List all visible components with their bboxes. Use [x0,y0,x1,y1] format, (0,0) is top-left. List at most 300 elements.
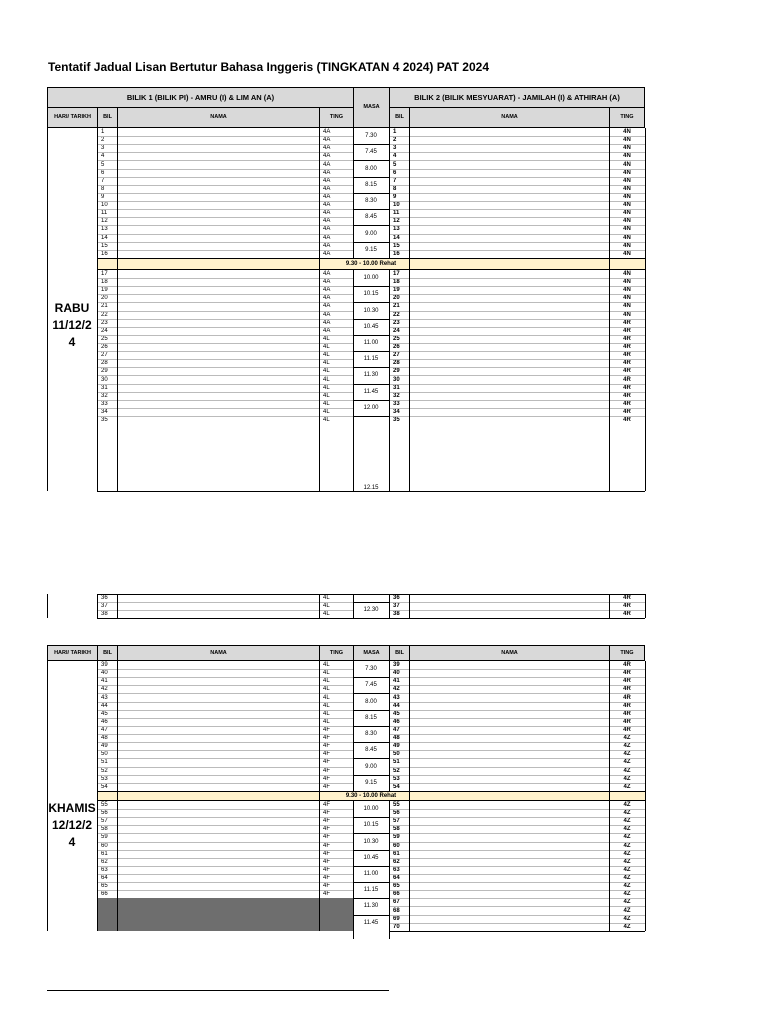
grid-line [389,294,645,295]
khamis-row-nama-field-r[interactable] [409,767,609,775]
khamis-row-nama-field-r[interactable] [409,801,609,809]
khamis-row-nama-field-r[interactable] [409,750,609,758]
time-slot: 8.30 [365,198,377,205]
khamis-row-nama-field[interactable] [117,669,319,677]
grid-line [389,335,645,336]
rabu-row-bil: 9 [101,194,105,200]
grid-line [389,842,645,843]
khamis-row-ting-r: 4Z [623,891,631,898]
khamis-row-nama-field[interactable] [117,693,319,701]
rabu-row-nama-field[interactable] [117,594,319,602]
rabu-row-nama-field-r[interactable] [409,286,609,294]
rabu-row-nama-field[interactable] [117,217,319,225]
rabu-row-nama-field-r[interactable] [409,144,609,152]
rabu-row-nama-field-r[interactable] [409,160,609,168]
grid-line [97,693,353,694]
khamis-row-ting-r: 4Z [623,899,631,906]
khamis-row-nama-field-r[interactable] [409,858,609,866]
khamis-row-nama-field[interactable] [117,677,319,685]
khamis-row-nama-field[interactable] [117,825,319,833]
rabu-row-nama-field[interactable] [117,286,319,294]
hari-header: HARI/ TARIKH [47,107,98,128]
rabu-row-nama-field[interactable] [117,392,319,400]
khamis-row-nama-field-r[interactable] [409,882,609,890]
rabu-row-nama-field-r[interactable] [409,209,609,217]
grid-line [97,311,353,312]
rabu-row-nama-field[interactable] [117,128,319,136]
rabu-row-nama-field[interactable] [117,343,319,351]
khamis-row-bil: 53 [101,775,108,782]
khamis-row-ting-r: 4Z [623,858,631,865]
rabu-row-bil: 30 [101,376,108,383]
khamis-row-nama-field-r[interactable] [409,775,609,783]
rabu-row-nama-field[interactable] [117,225,319,233]
grid-line [389,311,645,312]
khamis-row-bil-r: 59 [393,834,400,841]
rabu-row-ting: 4L [323,409,330,415]
khamis-row-ting-r: 4Z [623,775,631,782]
time-slot: 9.00 [365,230,377,237]
rabu-row-nama-field-r[interactable] [409,610,609,618]
khamis-row-ting-r: 4R [623,718,631,725]
rabu-row-nama-field-r[interactable] [409,169,609,177]
rabu-row-ting-r: 4N [623,270,631,277]
time-slot: 10.00 [363,806,379,813]
rabu-row-bil-r: 30 [393,376,400,383]
rabu-row-bil-r: 36 [393,595,400,602]
time-slot: 9.15 [365,246,377,253]
khamis-row-bil: 49 [101,743,108,750]
nama-header: NAMA [117,107,320,128]
khamis-row-bil-r: 52 [393,767,400,774]
rabu-row-ting: 4L [323,417,330,424]
khamis-row-nama-field-r[interactable] [409,702,609,710]
rabu-row-nama-field[interactable] [117,144,319,152]
khamis-row-bil: 64 [101,875,108,882]
rabu-row-nama-field[interactable] [117,311,319,319]
grid-line [97,602,353,603]
rabu-row-nama-field[interactable] [117,160,319,168]
rabu-row-nama-field-r[interactable] [409,359,609,367]
khamis-row-nama-field-r[interactable] [409,866,609,874]
time-slot: 11.15 [363,356,379,363]
rabu-row-ting: 4L [323,352,330,359]
day-name: KHAMIS [48,801,96,815]
grid-line [353,270,354,491]
grid-line [97,866,353,867]
grid-line [389,193,645,194]
ting-header-r: TING [609,107,645,128]
rabu-row-bil-r: 12 [393,218,400,225]
khamis-row-ting-r: 4Z [623,842,631,849]
rabu-row-nama-field-r[interactable] [409,408,609,416]
grid-line [389,850,645,851]
khamis-row-nama-field-r[interactable] [409,923,609,931]
rabu-row-nama-field[interactable] [117,327,319,335]
rabu-row-nama-field-r[interactable] [409,270,609,278]
grid-line [389,392,645,393]
rabu-row-ting: 4L [323,360,330,367]
rabu-row-nama-field-r[interactable] [409,185,609,193]
rabu-row-nama-field[interactable] [117,294,319,302]
khamis-row-nama-field[interactable] [117,767,319,775]
khamis-row-nama-field-r[interactable] [409,842,609,850]
khamis-row-nama-field-r[interactable] [409,809,609,817]
khamis-row-nama-field[interactable] [117,710,319,718]
grid-line [389,185,645,186]
grid-line [389,384,645,385]
rabu-row-ting-r: 4N [623,242,631,249]
khamis-row-nama-field[interactable] [117,890,319,898]
rabu-row-nama-field[interactable] [117,234,319,242]
rabu-row-nama-field-r[interactable] [409,177,609,185]
day-label [47,800,97,850]
rabu-row-nama-field-r[interactable] [409,302,609,310]
rabu-row-ting: 4A [323,129,331,136]
grid-line [389,906,645,907]
rabu-row-ting-r: 4N [623,218,631,225]
rabu-row-nama-field[interactable] [117,136,319,144]
rabu-row-nama-field-r[interactable] [409,602,609,610]
rabu-row-bil: 19 [101,287,108,294]
rabu-row-ting: 4L [323,603,330,610]
khamis-row-nama-field[interactable] [117,833,319,841]
khamis-row-nama-field[interactable] [117,734,319,742]
rabu-row-nama-field-r[interactable] [409,136,609,144]
rabu-row-nama-field-r[interactable] [409,392,609,400]
grid-line [97,169,353,170]
khamis-row-ting: 4F [323,775,331,782]
khamis-row-nama-field-r[interactable] [409,726,609,734]
grid-line [97,610,353,611]
khamis-row-bil-r: 46 [393,718,400,725]
rabu-row-nama-field[interactable] [117,416,319,424]
khamis-row-bil-r: 40 [393,670,400,677]
khamis-row-ting-r: 4R [623,702,631,709]
rabu-row-nama-field-r[interactable] [409,217,609,225]
rabu-row-nama-field[interactable] [117,250,319,258]
rabu-row-bil: 21 [101,303,108,310]
rabu-row-nama-field-r[interactable] [409,319,609,327]
grid-line [389,160,645,161]
rabu-row-nama-field[interactable] [117,610,319,618]
rabu-row-nama-field[interactable] [117,319,319,327]
khamis-row-ting: 4F [323,858,331,865]
khamis-row-bil: 59 [101,834,108,841]
rabu-row-nama-field[interactable] [117,602,319,610]
rest-row: 9.30 - 10.00 Rehat [97,258,645,270]
rabu-row-nama-field-r[interactable] [409,234,609,242]
rabu-row-nama-field-r[interactable] [409,594,609,602]
grid-line [97,128,98,491]
rabu-row-nama-field[interactable] [117,152,319,160]
khamis-row-nama-field-r[interactable] [409,677,609,685]
khamis-row-nama-field[interactable] [117,809,319,817]
rabu-row-nama-field-r[interactable] [409,375,609,383]
grid-line [389,359,645,360]
khamis-row-bil-r: 42 [393,686,400,693]
rabu-row-ting-r: 4R [623,327,631,334]
rabu-row-nama-field-r[interactable] [409,311,609,319]
rabu-row-nama-field[interactable] [117,359,319,367]
khamis-row-nama-field-r[interactable] [409,825,609,833]
khamis-row-nama-field-r[interactable] [409,710,609,718]
khamis-row-nama-field[interactable] [117,702,319,710]
rabu-row-nama-field[interactable] [117,302,319,310]
khamis-row-ting: 4F [323,735,331,742]
khamis-row-ting-r: 4R [623,678,631,685]
khamis-row-ting-r: 4R [623,670,631,677]
grid-line [97,850,353,851]
khamis-row-ting: 4F [323,751,331,758]
khamis-row-ting: 4F [323,767,331,774]
rabu-row-ting: 4A [323,161,331,168]
khamis-row-bil: 45 [101,710,108,717]
rabu-row-nama-field[interactable] [117,384,319,392]
day-name: RABU [54,301,90,315]
khamis-row-ting-r: 4Z [623,801,631,808]
khamis-row-bil: 60 [101,842,108,849]
rabu-row-ting-r: 4R [623,392,631,399]
rabu-row-bil-r: 22 [393,311,400,318]
khamis-row-bil: 55 [101,801,108,808]
rabu-row-bil: 10 [101,202,108,209]
grid-line [97,217,353,218]
khamis-row-bil: 63 [101,866,108,873]
rabu-row-nama-field-r[interactable] [409,201,609,209]
khamis-row-nama-field-r[interactable] [409,661,609,669]
khamis-row-nama-field-r[interactable] [409,915,609,923]
rabu-row-nama-field-r[interactable] [409,343,609,351]
rabu-row-nama-field-r[interactable] [409,351,609,359]
rabu-row-bil: 5 [101,161,105,168]
rabu-row-nama-field[interactable] [117,242,319,250]
khamis-row-nama-field[interactable] [117,850,319,858]
time-slot: 12.30 [363,607,379,614]
khamis-row-nama-field[interactable] [117,874,319,882]
rabu-row-nama-field-r[interactable] [409,225,609,233]
rabu-row-nama-field-r[interactable] [409,294,609,302]
khamis-row-nama-field[interactable] [117,858,319,866]
rabu-row-ting: 4A [323,303,331,310]
rabu-row-nama-field-r[interactable] [409,242,609,250]
grid-line [389,169,645,170]
khamis-row-ting: 4L [323,702,330,709]
khamis-row-nama-field[interactable] [117,742,319,750]
khamis-row-nama-field-r[interactable] [409,833,609,841]
grid-line [353,594,354,618]
grid-line [389,234,645,235]
rabu-row-nama-field-r[interactable] [409,384,609,392]
khamis-row-nama-field-r[interactable] [409,718,609,726]
khamis-row-nama-field-r[interactable] [409,783,609,791]
rabu-row-ting-r: 4R [623,376,631,383]
rabu-row-nama-field-r[interactable] [409,327,609,335]
khamis-row-bil: 58 [101,826,108,833]
grid-line [389,734,645,735]
rabu-row-nama-field-r[interactable] [409,400,609,408]
rabu-row-nama-field-r[interactable] [409,250,609,258]
khamis-row-bil: 41 [101,678,108,685]
blocked-cell [98,898,117,930]
rabu-row-nama-field-r[interactable] [409,128,609,136]
khamis-row-nama-field-r[interactable] [409,898,609,906]
khamis-row-bil-r: 63 [393,866,400,873]
rabu-row-bil: 35 [101,417,108,424]
time-slot: 7.45 [365,149,377,156]
rest-row: 9.30 - 10.00 Rehat [97,791,645,801]
rabu-row-nama-field[interactable] [117,351,319,359]
rabu-row-ting-r: 4R [623,344,631,351]
grid-line [97,842,353,843]
khamis-row-ting: 4F [323,783,331,790]
rabu-row-ting: 4L [323,368,330,375]
khamis-row-nama-field-r[interactable] [409,758,609,766]
grid-line [117,128,118,491]
rabu-row-nama-field[interactable] [117,400,319,408]
khamis-row-bil-r: 45 [393,710,400,717]
khamis-row-nama-field[interactable] [117,775,319,783]
day-date: 12/12/2 [51,817,93,832]
day-date: 4 [68,834,76,849]
khamis-row-nama-field-r[interactable] [409,742,609,750]
grid-line [319,661,320,931]
rabu-row-ting-r: 4N [623,185,631,192]
rabu-row-nama-field[interactable] [117,270,319,278]
rabu-row-ting: 4A [323,270,331,277]
khamis-row-ting-r: 4Z [623,818,631,825]
rabu-row-nama-field[interactable] [117,169,319,177]
grid-line [97,677,353,678]
rabu-row-bil: 36 [101,595,108,602]
rabu-row-nama-field[interactable] [117,408,319,416]
khamis-row-nama-field[interactable] [117,817,319,825]
grid-line [97,817,353,818]
grid-line [319,128,320,491]
khamis-row-nama-field[interactable] [117,801,319,809]
grid-line [389,327,645,328]
rabu-row-ting-r: 4R [623,603,631,610]
khamis-row-nama-field[interactable] [117,783,319,791]
rabu-row-bil-r: 23 [393,319,400,326]
grid-line [389,758,645,759]
rabu-row-nama-field[interactable] [117,185,319,193]
khamis-row-bil: 61 [101,850,108,857]
khamis-row-nama-field[interactable] [117,718,319,726]
khamis-row-nama-field[interactable] [117,866,319,874]
rabu-row-ting-r: 4R [623,335,631,342]
khamis-row-bil-r: 69 [393,915,400,922]
khamis-row-nama-field[interactable] [117,882,319,890]
khamis-row-ting: 4L [323,686,330,693]
khamis-row-nama-field[interactable] [117,842,319,850]
grid-line [97,702,353,703]
rabu-row-nama-field[interactable] [117,278,319,286]
grid-line [97,833,353,834]
khamis-row-nama-field-r[interactable] [409,906,609,914]
grid-line [389,923,645,924]
khamis-row-nama-field-r[interactable] [409,890,609,898]
rabu-row-ting-r: 4N [623,137,631,144]
rabu-row-nama-field[interactable] [117,375,319,383]
rabu-row-nama-field-r[interactable] [409,152,609,160]
khamis-row-nama-field[interactable] [117,758,319,766]
khamis-row-nama-field[interactable] [117,685,319,693]
khamis-row-bil-r: 62 [393,858,400,865]
rabu-row-nama-field-r[interactable] [409,416,609,424]
rabu-row-nama-field[interactable] [117,209,319,217]
grid-line [97,594,98,618]
khamis-row-bil: 40 [101,670,108,677]
time-slot: 9.00 [365,763,377,770]
khamis-row-nama-field[interactable] [117,750,319,758]
rabu-row-nama-field[interactable] [117,177,319,185]
rabu-row-bil-r: 5 [393,161,397,168]
khamis-row-nama-field-r[interactable] [409,734,609,742]
rabu-row-bil-r: 27 [393,352,400,359]
rabu-row-bil: 37 [101,603,108,610]
khamis-row-nama-field-r[interactable] [409,874,609,882]
khamis-row-bil-r: 41 [393,678,400,685]
rabu-row-nama-field-r[interactable] [409,278,609,286]
grid-line [389,710,645,711]
rabu-row-nama-field[interactable] [117,193,319,201]
khamis-row-bil-r: 70 [393,923,400,930]
rabu-row-nama-field[interactable] [117,201,319,209]
rabu-row-ting: 4A [323,311,331,318]
khamis-row-bil: 62 [101,858,108,865]
rabu-row-bil-r: 18 [393,279,400,286]
khamis-row-nama-field-r[interactable] [409,685,609,693]
khamis-row-bil-r: 39 [393,662,400,669]
rabu-row-nama-field-r[interactable] [409,193,609,201]
grid-line [97,242,353,243]
khamis-row-nama-field-r[interactable] [409,817,609,825]
khamis-row-nama-field[interactable] [117,726,319,734]
rabu-row-bil: 33 [101,400,108,407]
grid-line [609,661,610,931]
grid-line [47,990,389,991]
rabu-row-bil: 28 [101,360,108,367]
rabu-row-nama-field[interactable] [117,367,319,375]
room2-header: BILIK 2 (BILIK MESYUARAT) - JAMILAH (I) & ATHIRAH (A) [389,87,645,108]
khamis-row-nama-field-r[interactable] [409,693,609,701]
rabu-row-bil: 7 [101,177,105,184]
rabu-row-nama-field-r[interactable] [409,367,609,375]
khamis-row-nama-field-r[interactable] [409,669,609,677]
khamis-row-nama-field-r[interactable] [409,850,609,858]
rabu-row-bil-r: 34 [393,409,400,415]
rabu-row-bil-r: 26 [393,344,400,351]
rabu-row-bil: 18 [101,279,108,286]
grid-line [389,898,645,899]
time-slot: 8.00 [365,165,377,172]
rabu-row-nama-field[interactable] [117,335,319,343]
khamis-row-bil: 66 [101,891,108,898]
grid-line [389,400,645,401]
grid-line [645,594,646,618]
day-date: 11/12/2 [52,317,92,332]
rabu-row-nama-field-r[interactable] [409,335,609,343]
grid-line [389,152,645,153]
khamis-row-bil-r: 47 [393,727,400,733]
khamis-row-bil-r: 65 [393,883,400,890]
khamis-row-ting: 4F [323,743,331,750]
khamis-row-nama-field[interactable] [117,661,319,669]
rabu-row-bil: 32 [101,392,108,399]
khamis-row-ting-r: 4R [623,727,631,733]
rabu-row-ting: 4L [323,400,330,407]
